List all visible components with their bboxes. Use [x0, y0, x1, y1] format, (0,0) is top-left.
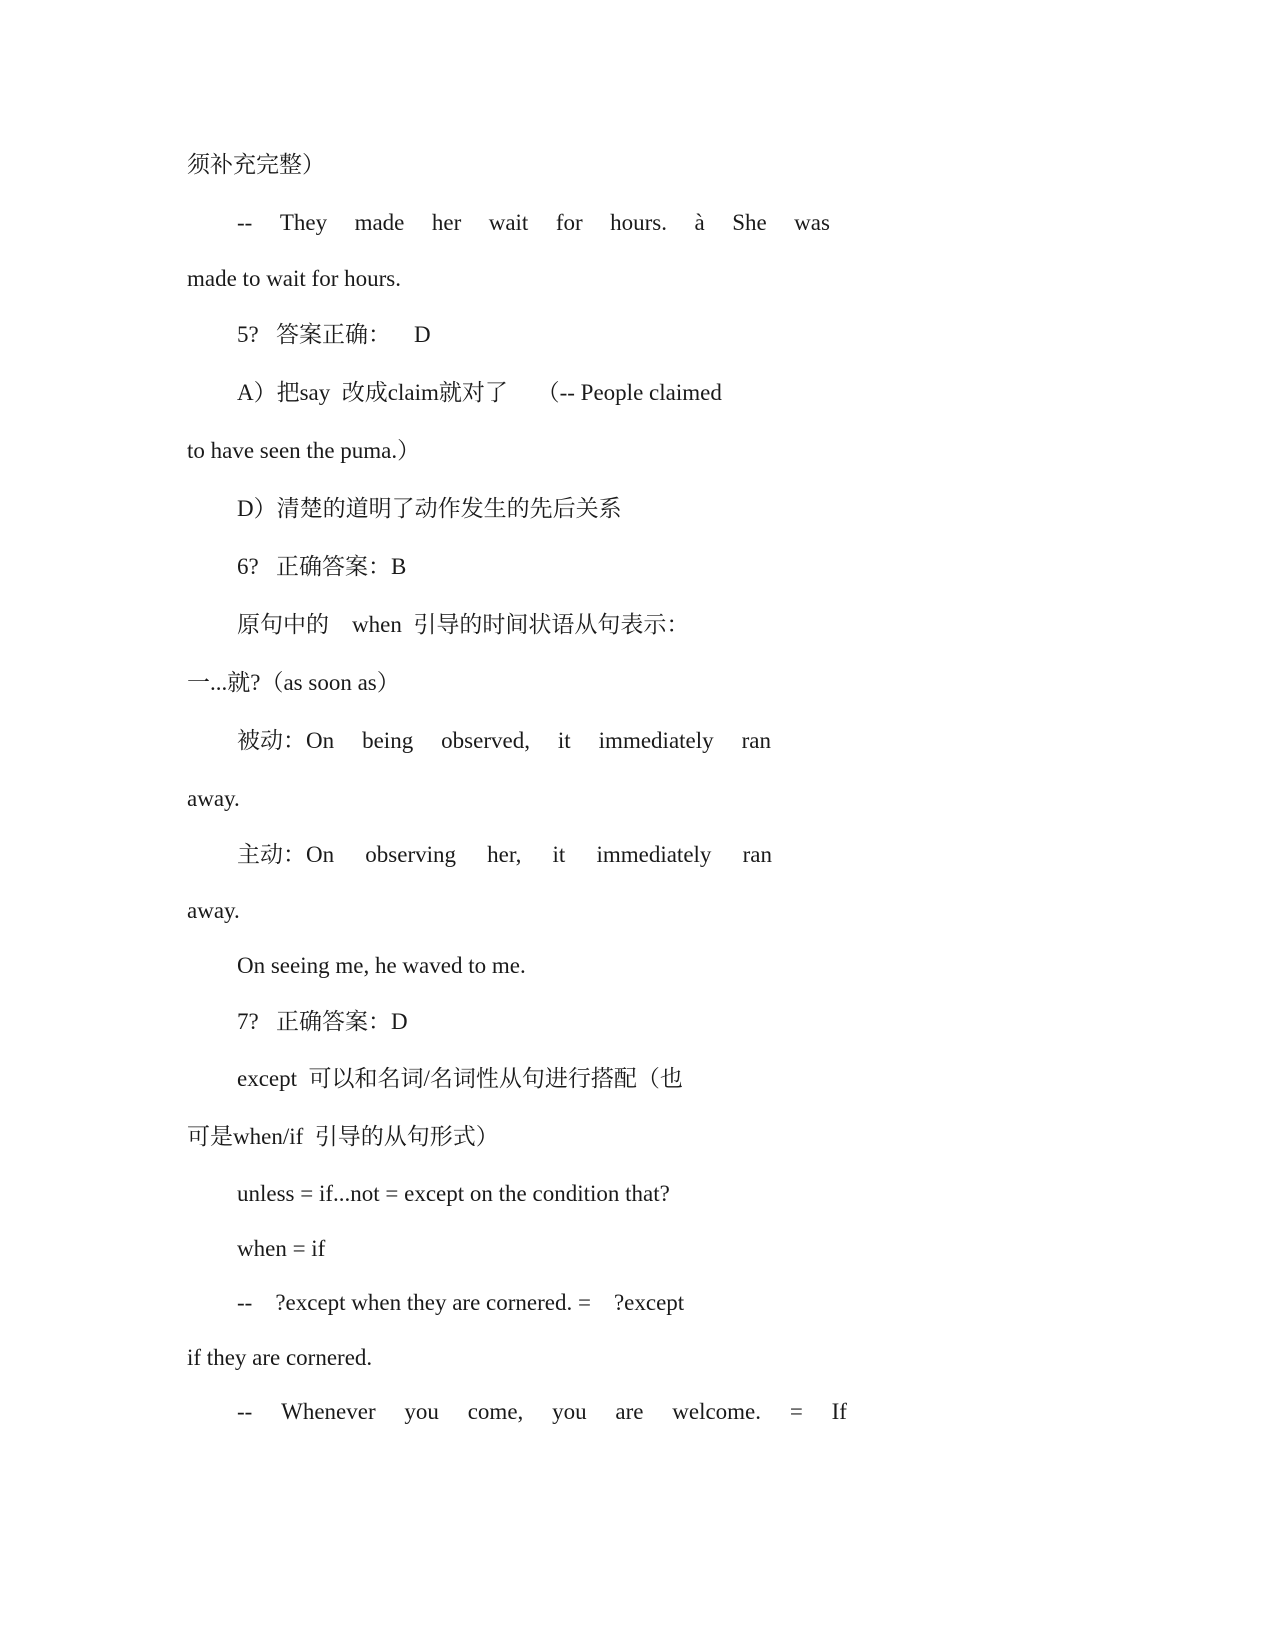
word: you [552, 1399, 587, 1424]
word: 主动：On [237, 842, 335, 867]
text-line: made to wait for hours. [187, 266, 401, 291]
text-line: 须补充完整） [187, 152, 325, 177]
text-line: when = if [237, 1236, 326, 1261]
word: ran [742, 842, 772, 867]
text-line: except 可以和名词/名词性从句进行搭配（也 [237, 1066, 683, 1091]
text-line: A）把say 改成claim就对了 （-- People claimed [237, 380, 722, 405]
word: wait [488, 210, 529, 235]
word: immediately [596, 842, 712, 867]
word: observed, [441, 728, 530, 753]
word: ran [741, 728, 771, 753]
word: it [552, 842, 566, 867]
word: come, [467, 1399, 524, 1424]
text-line: -- ?except when they are cornered. = ?except [237, 1290, 685, 1315]
word: Whenever [281, 1399, 376, 1424]
text-line: 原句中的 when 引导的时间状语从句表示： [237, 612, 690, 637]
word: She [732, 210, 767, 235]
text-line-justified [237, 208, 830, 238]
text-line-justified [237, 1397, 847, 1427]
text-line: 7? 正确答案：D [237, 1009, 408, 1034]
word: you [404, 1399, 439, 1424]
word: -- [237, 210, 253, 235]
word: her [431, 210, 462, 235]
word: -- [237, 1399, 253, 1424]
text-line: On seeing me, he waved to me. [237, 953, 526, 978]
word: made [354, 210, 405, 235]
word: was [794, 210, 830, 235]
word: If [831, 1399, 847, 1424]
word: 被动：On [237, 728, 335, 753]
word: are [615, 1399, 644, 1424]
word: They [279, 210, 328, 235]
word: = [789, 1399, 803, 1424]
text-line-justified [237, 726, 771, 756]
text-line: away. [187, 786, 240, 811]
word: immediately [598, 728, 714, 753]
text-line: D）清楚的道明了动作发生的先后关系 [237, 496, 622, 521]
text-line: 一...就?（as soon as） [187, 670, 400, 695]
text-line: 可是when/if 引导的从句形式） [187, 1124, 499, 1149]
word: it [557, 728, 571, 753]
word: welcome. [672, 1399, 762, 1424]
text-line-justified [237, 840, 772, 870]
text-line: away. [187, 898, 240, 923]
word: her, [487, 842, 522, 867]
text-line: unless = if...not = except on the condition that? [237, 1181, 670, 1206]
word: observing [365, 842, 456, 867]
word: hours. [610, 210, 667, 235]
text-line: to have seen the puma.） [187, 438, 421, 463]
text-line: if they are cornered. [187, 1345, 373, 1370]
word: being [362, 728, 414, 753]
word: for [555, 210, 583, 235]
word: à [694, 210, 705, 235]
text-line: 5? 答案正确： D [237, 322, 431, 347]
text-line: 6? 正确答案：B [237, 554, 407, 579]
